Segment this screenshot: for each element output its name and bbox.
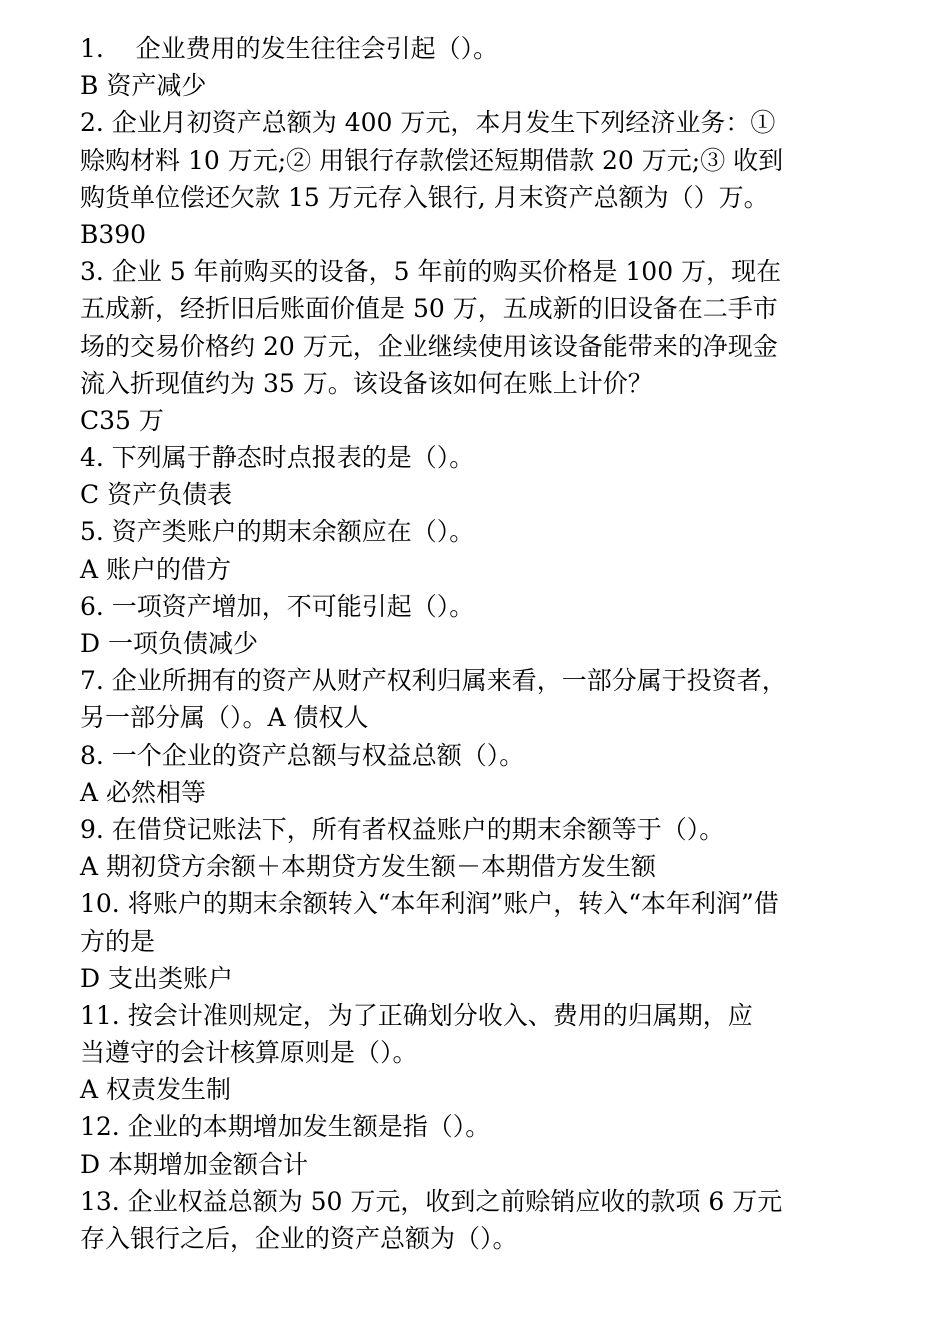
answer-10: D 支出类账户: [80, 963, 233, 993]
answer-1: B 资产减少: [80, 71, 207, 101]
question-2-line-3: 购货单位偿还欠款 15 万元存入银行, 月末资产总额为（）万。: [80, 182, 769, 212]
question-3-line-2: 五成新，经折旧后账面价值是 50 万，五成新的旧设备在二手市: [80, 294, 778, 324]
answer-9: A 期初贷方余额＋本期贷方发生额－本期借方发生额: [80, 852, 657, 882]
answer-3: C35 万: [80, 405, 164, 435]
question-list: [80, 30, 880, 1257]
question-9-line-1: 9. 在借贷记账法下，所有者权益账户的期末余额等于（）。: [80, 814, 725, 844]
question-12-line-1: 12. 企业的本期增加发生额是指（）。: [80, 1112, 491, 1142]
question-13-line-2: 存入银行之后，企业的资产总额为（）。: [80, 1224, 518, 1253]
answer-8: A 必然相等: [80, 777, 207, 807]
question-10-line-1: 10. 将账户的期末余额转入“本年利润”账户，转入“本年利润”借: [80, 889, 779, 919]
question-2-line-1: 2. 企业月初资产总额为 400 万元，本月发生下列经济业务：①: [80, 108, 776, 138]
question-3-line-1: 3. 企业 5 年前购买的设备，5 年前的购买价格是 100 万，现在: [80, 257, 782, 287]
answer-2: B390: [80, 219, 147, 249]
question-3-line-4: 流入折现值约为 35 万。该设备该如何在账上计价？: [80, 368, 653, 398]
question-11-line-2: 当遵守的会计核算原则是（）。: [80, 1038, 418, 1068]
question-7-line-1: 7. 企业所拥有的资产从财产权利归属来看，一部分属于投资者，: [80, 666, 787, 696]
question-13-line-1: 13. 企业权益总额为 50 万元，收到之前赊销应收的款项 6 万元: [80, 1186, 783, 1216]
answer-4: C 资产负债表: [80, 480, 233, 510]
question-5-line-1: 5. 资产类账户的期末余额应在（）。: [80, 517, 475, 547]
question-10-line-2: 方的是: [80, 926, 156, 956]
answer-6: D 一项负债减少: [80, 629, 258, 658]
answer-5: A 账户的借方: [80, 554, 232, 584]
question-1-line-1: 1. 企业费用的发生往往会引起（）。: [80, 34, 499, 63]
question-8-line-1: 8. 一个企业的资产总额与权益总额（）。: [80, 740, 525, 770]
question-4-line-1: 4. 下列属于静态时点报表的是（）。: [80, 443, 475, 473]
answer-12: D 本期增加金额合计: [80, 1149, 308, 1179]
question-11-line-1: 11. 按会计准则规定，为了正确划分收入、费用的归属期，应: [80, 1000, 753, 1030]
question-6-line-1: 6. 一项资产增加，不可能引起（）。: [80, 591, 475, 621]
question-2-line-2: 赊购材料 10 万元;② 用银行存款偿还短期借款 20 万元;③ 收到: [80, 145, 784, 175]
question-7-line-2: 另一部分属（）。A 债权人: [80, 703, 369, 733]
question-3-line-3: 场的交易价格约 20 万元，企业继续使用该设备能带来的净现金: [80, 331, 778, 361]
answer-11: A 权责发生制: [80, 1075, 232, 1105]
